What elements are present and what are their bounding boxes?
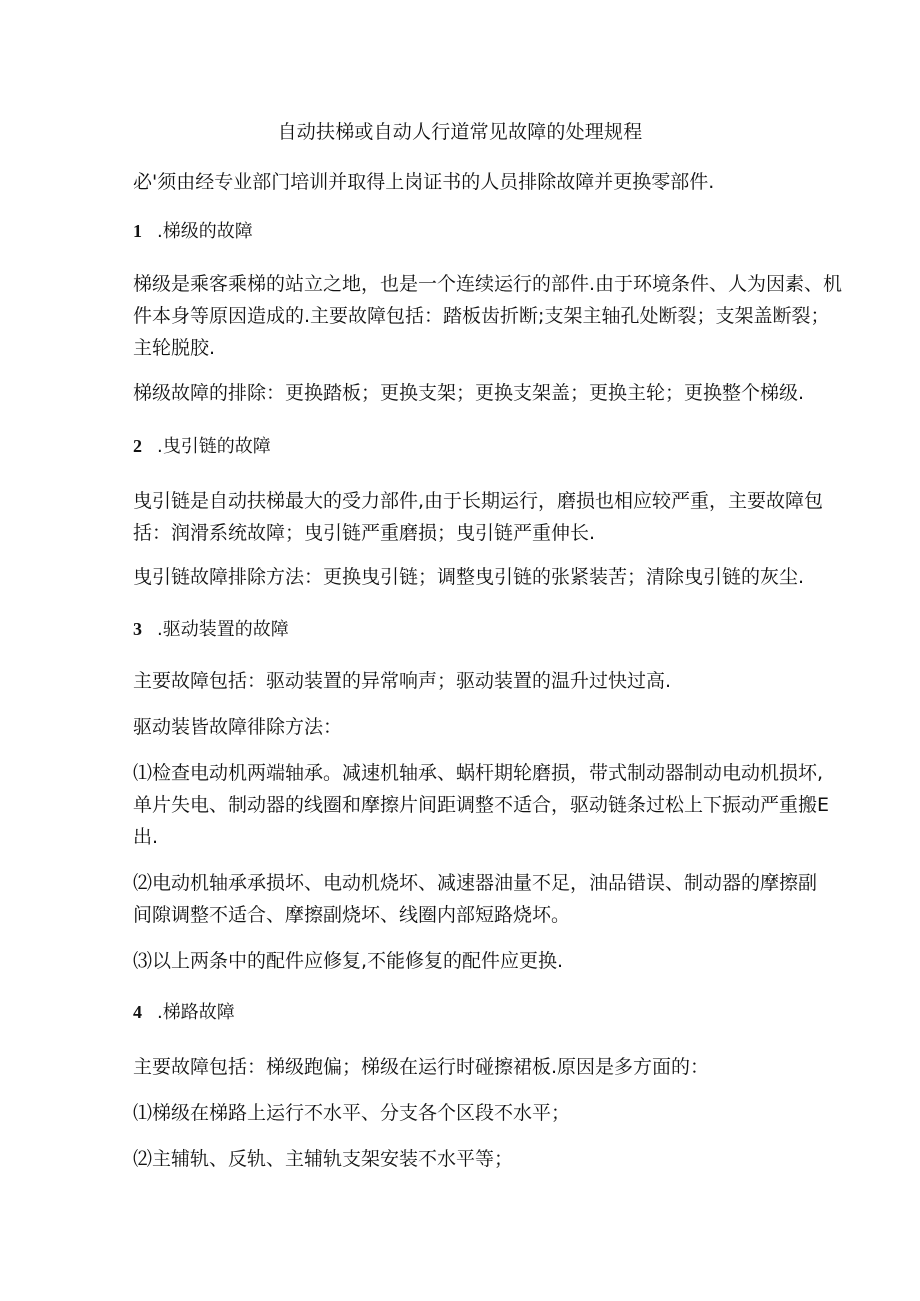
text-line: 曳引链故障排除方法：更换曳引链；调整曳引链的张紧装苦；清除曳引链的灰尘.	[133, 566, 805, 588]
text-line: ⑴检查电动机两端轴承。减速机轴承、蜗杆期轮磨损，带式制动器制动电动机损坏,	[133, 762, 824, 784]
section-3-heading	[133, 617, 289, 642]
section-1-heading	[133, 219, 253, 244]
text-line: ⑵主辅轨、反轨、主辅轨支架安装不水平等；	[133, 1148, 514, 1170]
section-3-paragraph-1	[133, 665, 833, 697]
section-title: .梯级的故障	[157, 221, 253, 242]
text-line: 件本身等原因造成的.主要故障包括：踏板齿折断;支架主轴孔处断裂；支架盖断裂；	[133, 305, 830, 327]
text-line: 梯级故障的排除：更换踏板；更换支架；更换支架盖；更换主轮；更换整个梯级.	[133, 382, 805, 404]
text-line: 梯级是乘客乘梯的站立之地，也是一个连续运行的部件.由于环境条件、人为因素、机	[133, 273, 843, 295]
section-4-heading	[133, 1000, 235, 1025]
section-4-paragraph-1	[133, 1051, 833, 1083]
text-line: 必'须由经专业部门培训并取得上岗证书的人员排除故障并更换零部件.	[133, 171, 715, 193]
section-number: 3	[133, 619, 142, 639]
text-line: 曳引链是自动扶梯最大的受力部件,由于长期运行，磨损也相应较严重，主要故障包	[133, 490, 824, 512]
section-number: 1	[133, 221, 142, 241]
section-number: 2	[133, 436, 142, 456]
text-line: ⑵电动机轴承承损坏、电动机烧坏、减速器油量不足，油品错误、制动器的摩擦副	[133, 872, 818, 894]
text-line: 主要故障包括：驱动装置的异常响声；驱动装置的温升过快过高.	[133, 670, 672, 692]
document-title: 自动扶梯或自动人行道常见故障的处理规程	[277, 121, 643, 143]
section-title: .梯路故障	[157, 1002, 235, 1023]
section-4-paragraph-3	[133, 1143, 833, 1175]
section-3-paragraph-2	[133, 711, 833, 743]
text-line: 单片失电、制动器的线圈和摩擦片间距调整不适合，驱动链条过松上下振动严重搬E	[133, 794, 830, 816]
text-line: ⑶以上两条中的配件应修复,不能修复的配件应更换.	[133, 950, 564, 972]
intro-paragraph	[133, 166, 833, 198]
section-1-paragraph-1	[133, 268, 843, 364]
section-2-paragraph-1	[133, 485, 833, 549]
text-line: 主要故障包括：梯级跑偏；梯级在运行时碰擦裙板.原因是多方面的：	[133, 1056, 710, 1078]
section-1-paragraph-2	[133, 377, 833, 409]
text-line: 驱动装皆故障徘除方法：	[133, 716, 343, 738]
section-number: 4	[133, 1002, 142, 1022]
section-4-paragraph-2	[133, 1097, 833, 1129]
section-2-heading	[133, 434, 271, 459]
section-title: .驱动装置的故障	[157, 619, 289, 640]
section-title: .曳引链的故障	[157, 436, 271, 457]
section-3-paragraph-3	[133, 757, 833, 853]
text-line: 括：润滑系统故障；曳引链严重磨损；曳引链严重伸长.	[133, 522, 596, 544]
section-3-paragraph-5	[133, 945, 833, 977]
text-line: 间隙调整不适合、摩擦副烧坏、线圈内部短路烧坏。	[133, 904, 571, 926]
section-3-paragraph-4	[133, 867, 833, 931]
text-line: 出.	[133, 826, 159, 848]
text-line: 主轮脱胶.	[133, 337, 216, 359]
text-line: ⑴梯级在梯路上运行不水平、分支各个区段不水平；	[133, 1102, 571, 1124]
section-2-paragraph-2	[133, 561, 833, 593]
